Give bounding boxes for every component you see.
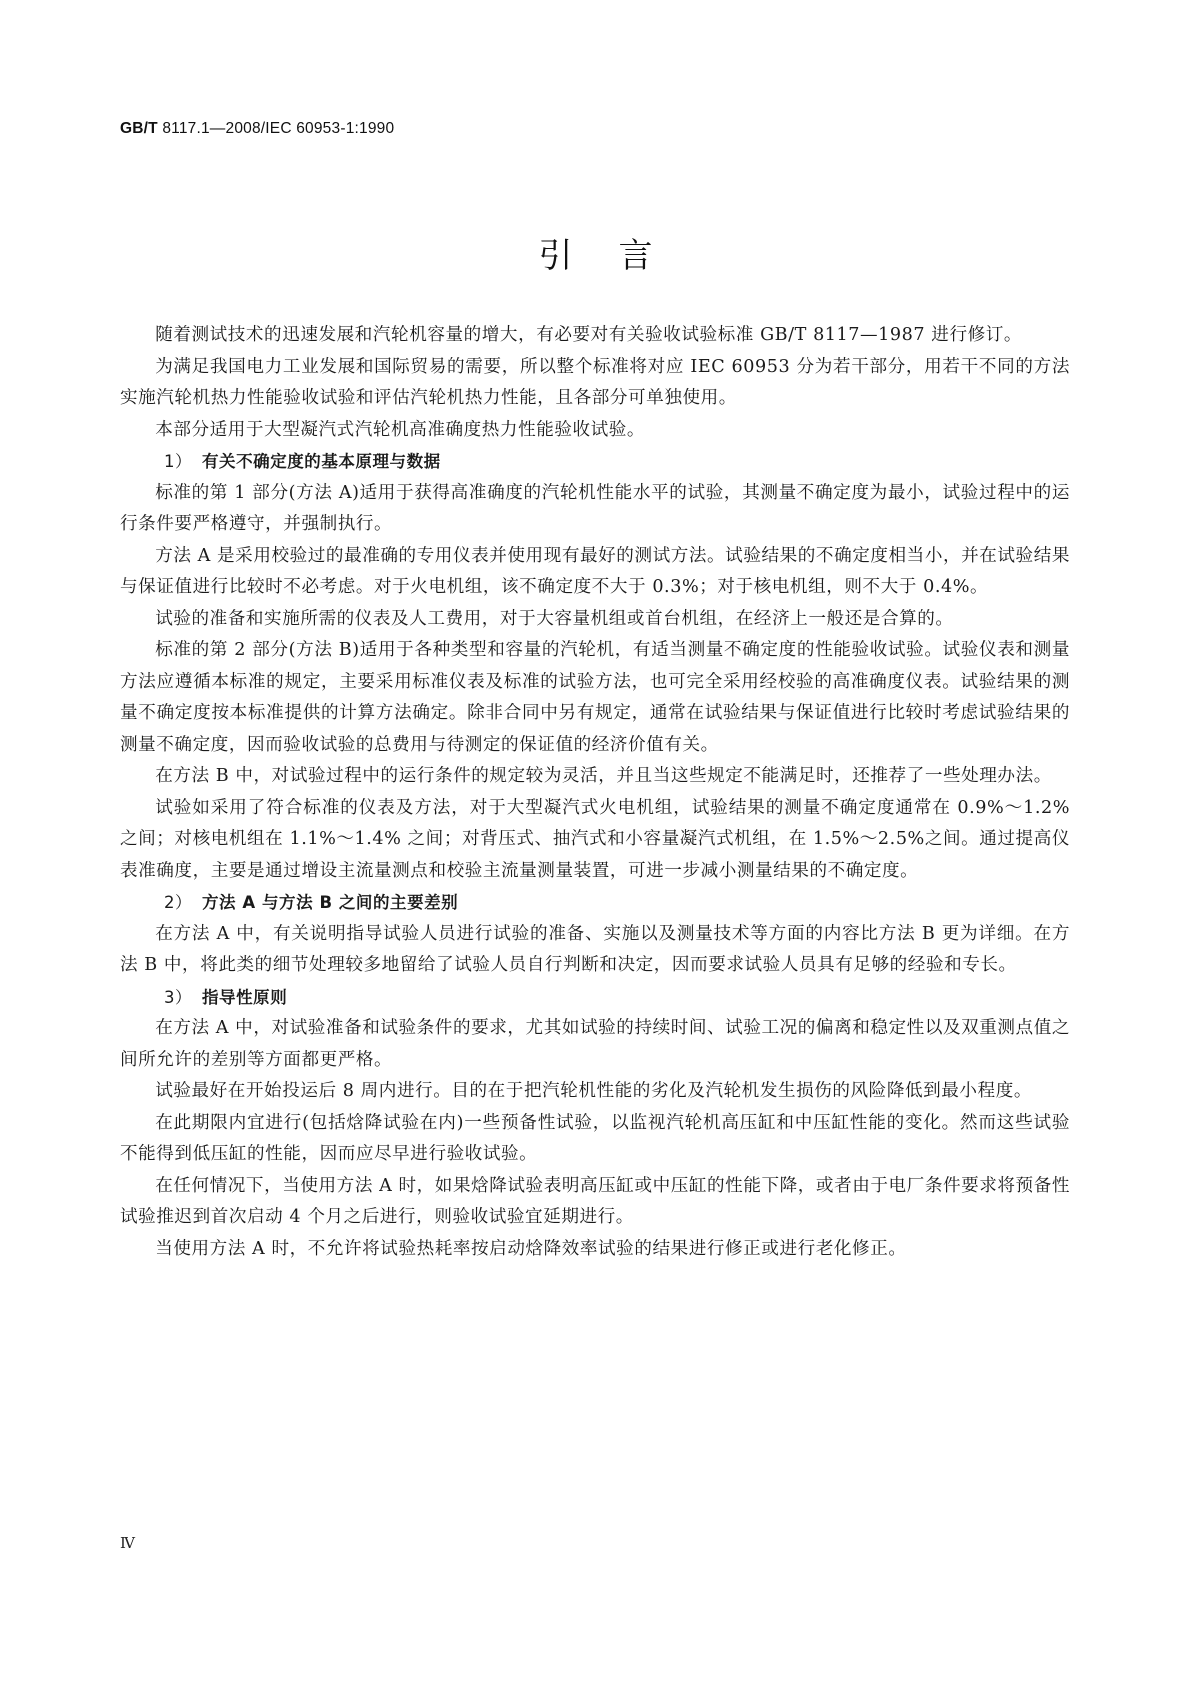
- section-heading-text: 方法 A 与方法 B 之间的主要差别: [202, 893, 459, 912]
- body-paragraph: 标准的第 2 部分(方法 B)适用于各种类型和容量的汽轮机，有适当测量不确定度的性能验收试验。试验仪表和测量方法应遵循本标准的规定，主要采用标准仪表及标准的试验方法，也可完全采用经校验的高准确度仪表。试验结果的测量不确定度按本标准提供的计算方法确定。除非合同中另有规定，通常在试验结果与保证值进行比较时考虑试验结果的测量不确定度，因而验收试验的总费用与待测定的保证值的经济价值有关。: [120, 640, 1070, 755]
- standard-number-header: [120, 120, 394, 138]
- body-paragraph: 在方法 B 中，对试验过程中的运行条件的规定较为灵活，并且当这些规定不能满足时，还推荐了一些处理办法。: [155, 766, 1052, 786]
- standard-prefix: GB/T: [120, 120, 158, 137]
- body-paragraph: 本部分适用于大型凝汽式汽轮机高准确度热力性能验收试验。: [155, 419, 646, 440]
- section-heading: [120, 446, 1070, 478]
- body-paragraph: 在任何情况下，当使用方法 A 时，如果焓降试验表明高压缸或中压缸的性能下降，或者由于电厂条件要求将预备性试验推迟到首次启动 4 个月之后进行，则验收试验宜延期进行。: [120, 1175, 1070, 1227]
- section-heading: [120, 887, 1070, 919]
- body-paragraph: 在方法 A 中，有关说明指导试验人员进行试验的准备、实施以及测量技术等方面的内容比方法 B 更为详细。在方法 B 中，将此类的细节处理较多地留给了试验人员自行判断和决定，因而要求试验人员具有足够的经验和专长。: [120, 923, 1070, 975]
- body-paragraph: 标准的第 1 部分(方法 A)适用于获得高准确度的汽轮机性能水平的试验，其测量不确定度为最小，试验过程中的运行条件要严格遵守，并强制执行。: [120, 482, 1070, 534]
- body-paragraph: 试验的准备和实施所需的仪表及人工费用，对于大容量机组或首台机组，在经济上一般还是合算的。: [155, 608, 954, 629]
- page-number: Ⅳ: [120, 1534, 135, 1552]
- section-number: 3）: [164, 987, 193, 1007]
- standard-number: 8117.1—2008/IEC 60953-1:1990: [157, 120, 395, 137]
- section-number: 1）: [164, 452, 193, 471]
- body-paragraph: 在方法 A 中，对试验准备和试验条件的要求，尤其如试验的持续时间、试验工况的偏离和稳定性以及双重测点值之间所允许的差别等方面都更严格。: [120, 1018, 1070, 1070]
- body-paragraph: 方法 A 是采用校验过的最准确的专用仪表并使用现有最好的测试方法。试验结果的不确定度相当小，并在试验结果与保证值进行比较时不必考虑。对于火电机组，该不确定度不大于 0.3%；对于核电机组，则不大于 0.4%。: [120, 545, 1070, 597]
- page-title: 引言: [538, 236, 699, 276]
- section-number: 2）: [164, 893, 193, 912]
- document-body: [120, 320, 1070, 1265]
- body-paragraph: 当使用方法 A 时，不允许将试验热耗率按启动焓降效率试验的结果进行修正或进行老化修正。: [155, 1238, 907, 1259]
- section-heading-text: 指导性原则: [202, 987, 288, 1007]
- body-paragraph: 随着测试技术的迅速发展和汽轮机容量的增大，有必要对有关验收试验标准 GB/T 8117—1987 进行修订。: [155, 325, 1023, 345]
- body-paragraph: 在此期限内宜进行(包括焓降试验在内)一些预备性试验，以监视汽轮机高压缸和中压缸性能的变化。然而这些试验不能得到低压缸的性能，因而应尽早进行验收试验。: [120, 1112, 1070, 1164]
- body-paragraph: 试验最好在开始投运后 8 周内进行。目的在于把汽轮机性能的劣化及汽轮机发生损伤的风险降低到最小程度。: [155, 1081, 1032, 1101]
- section-heading-text: 有关不确定度的基本原理与数据: [202, 452, 441, 471]
- section-heading: [120, 982, 1070, 1014]
- body-paragraph: 试验如采用了符合标准的仪表及方法，对于大型凝汽式火电机组，试验结果的测量不确定度通常在 0.9%～1.2% 之间；对核电机组在 1.1%～1.4% 之间；对背压式、抽汽式和小容量凝汽式机组，在 1.5%～2.5%之间。通过提高仪表准确度，主要是通过增设主流量测点和校验主流量测量装置，可进一步减小测量结果的不确定度。: [120, 797, 1070, 881]
- body-paragraph: 为满足我国电力工业发展和国际贸易的需要，所以整个标准将对应 IEC 60953 分为若干部分，用若干不同的方法实施汽轮机热力性能验收试验和评估汽轮机热力性能，且各部分可单独使用。: [120, 356, 1070, 408]
